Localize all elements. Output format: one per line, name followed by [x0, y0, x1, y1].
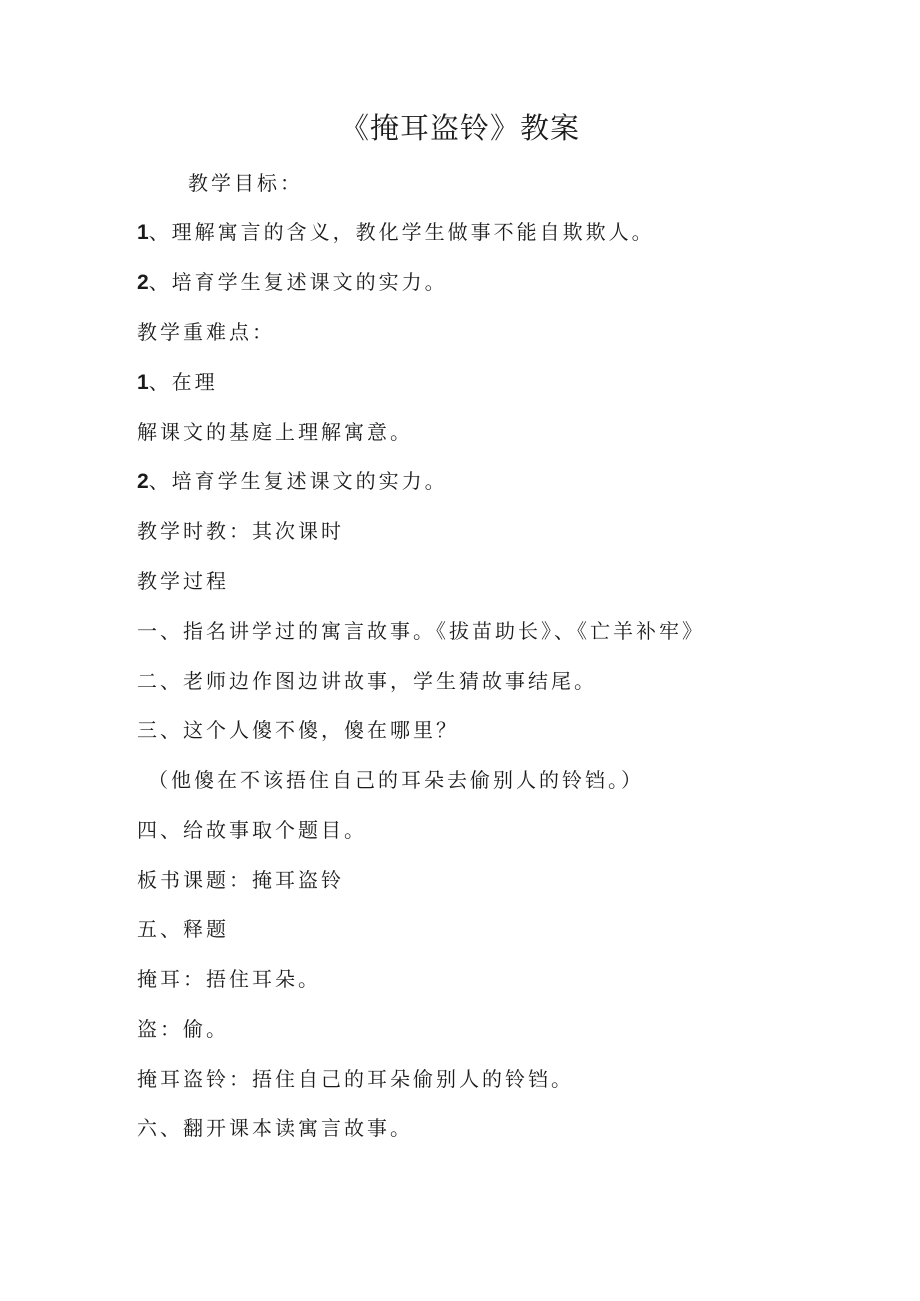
key-point-2	[137, 466, 448, 497]
process-step-4: 四、给故事取个题目。	[137, 818, 367, 842]
process-step-6: 六、翻开课本读寓言故事。	[137, 1116, 413, 1140]
objective-1-number: 1	[137, 221, 149, 244]
gloss-1: 掩耳：捂住耳朵。	[137, 967, 321, 991]
process-step-3: 三、这个人傻不傻，傻在哪里？	[137, 718, 459, 742]
document-title: 《掩耳盗铃》教案	[339, 111, 580, 145]
key-point-1-text: 、在理	[148, 370, 218, 394]
objective-2	[137, 267, 448, 298]
class-hours: 教学时教：其次课时	[137, 519, 344, 543]
gloss-2: 盗：偷。	[137, 1017, 229, 1041]
process-step-2: 二、老师边作图边讲故事，学生猜故事结尾。	[137, 669, 597, 693]
process-step-1: 一、指名讲学过的寓言故事。《拔苗助长》、《亡羊补牢》	[137, 619, 705, 643]
key-points-heading: 教学重难点：	[137, 320, 275, 344]
gloss-3: 掩耳盗铃：捂住自己的耳朵偷别人的铃铛。	[137, 1067, 574, 1091]
process-step-3-answer: （他傻在不该捂住自己的耳朵去偷别人的铃铛。）	[148, 768, 644, 792]
objectives-heading: 教学目标：	[188, 171, 303, 195]
objective-1-text: 、理解寓言的含义，教化学生做事不能自欺欺人。	[148, 220, 655, 244]
objective-2-text: 、培育学生复述课文的实力。	[148, 270, 448, 294]
process-step-5: 五、释题	[137, 917, 229, 941]
objective-2-number: 2	[137, 271, 149, 294]
key-point-1	[137, 367, 218, 398]
key-point-2-text: 、培育学生复述课文的实力。	[148, 469, 448, 493]
key-point-1-continued: 解课文的基庭上理解寓意。	[137, 420, 413, 444]
key-point-2-number: 2	[137, 470, 149, 493]
objective-1	[137, 217, 655, 248]
board-title: 板书课题：掩耳盗铃	[137, 868, 344, 892]
process-heading: 教学过程	[137, 569, 229, 593]
key-point-1-number: 1	[137, 371, 149, 394]
